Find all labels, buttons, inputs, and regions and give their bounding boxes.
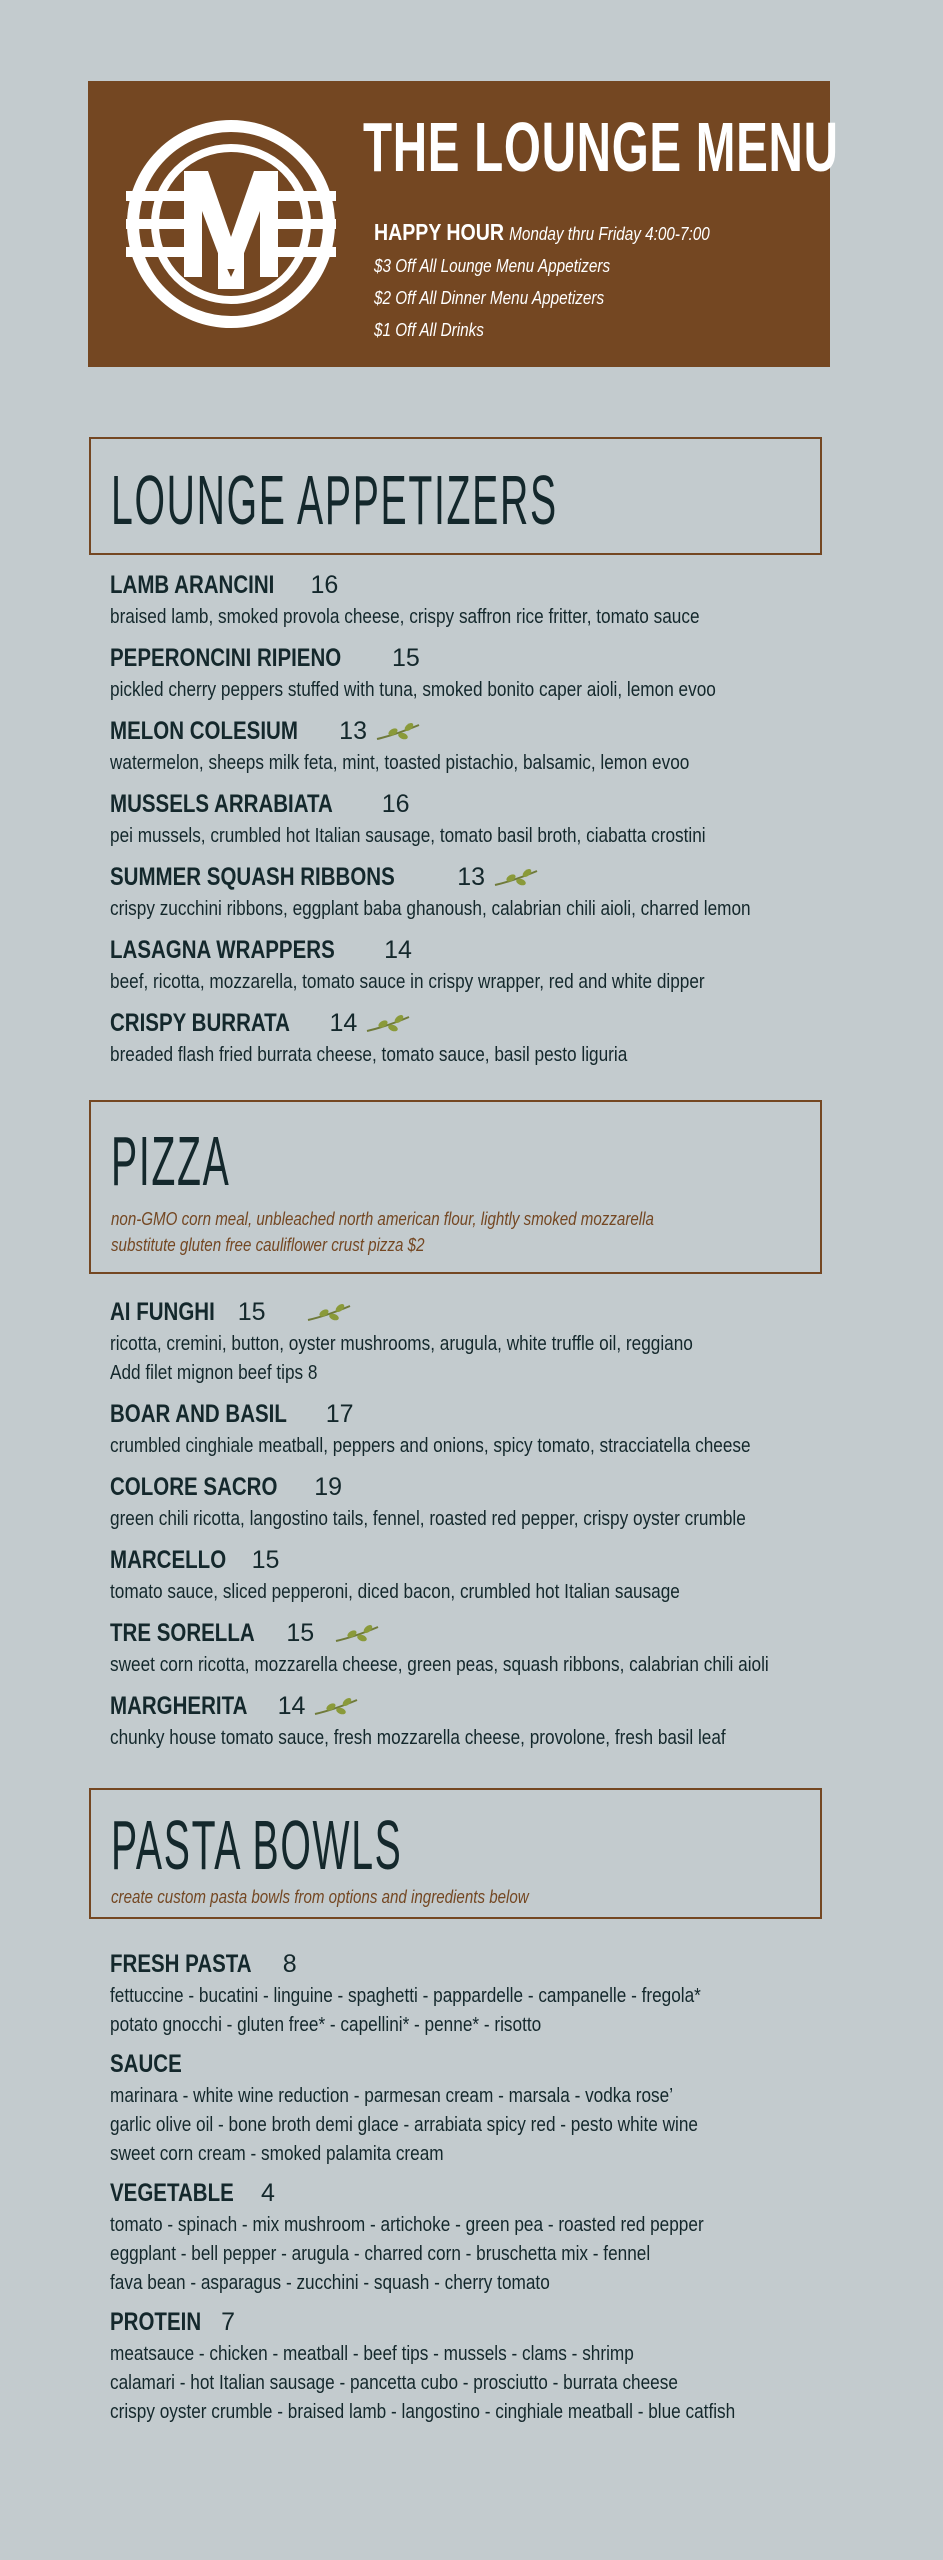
option-group-name: PROTEIN [110, 2308, 202, 2336]
section-subtitle: non-GMO corn meal, unbleached north american flour, lightly smoked mozzarella [111, 1209, 654, 1229]
option-line: garlic olive oil - bone broth demi glace - arrabiata spicy red - pesto white wine [110, 2114, 698, 2136]
item-name: AI FUNGHI [110, 1298, 215, 1326]
section-title: PIZZA [111, 1122, 231, 1200]
item-description: chunky house tomato sauce, fresh mozzarella cheese, provolone, fresh basil leaf [110, 1727, 726, 1749]
olive-branch-icon [493, 867, 539, 889]
happy-hour-block [374, 216, 769, 346]
option-group-price: 4 [260, 2179, 275, 2207]
item-price: 19 [314, 1473, 342, 1501]
olive-branch-icon [375, 721, 421, 743]
appetizers-section-header [89, 437, 822, 555]
option-group-price: 8 [282, 1950, 297, 1978]
item-description: beef, ricotta, mozzarella, tomato sauce in crispy wrapper, red and white dipper [110, 971, 705, 993]
pasta-option-group [110, 2175, 870, 2298]
happy-hour-deal: $2 Off All Dinner Menu Appetizers [374, 288, 605, 308]
menu-item [110, 859, 870, 924]
menu-item [110, 932, 870, 997]
item-name: MUSSELS ARRABIATA [110, 790, 333, 818]
pizza-list [110, 1294, 870, 1753]
item-name: LASAGNA WRAPPERS [110, 936, 335, 964]
menu-item [110, 1396, 870, 1461]
happy-hour-deal: $1 Off All Drinks [374, 320, 484, 340]
olive-branch-icon [306, 1302, 352, 1324]
section-subtitle: create custom pasta bowls from options and ingredients below [111, 1887, 529, 1907]
menu-item [110, 1688, 870, 1753]
item-description: ricotta, cremini, button, oyster mushrooms, arugula, white truffle oil, reggiano [110, 1333, 693, 1355]
menu-item [110, 567, 870, 632]
pasta-option-group [110, 2046, 870, 2169]
olive-branch-icon [334, 1623, 380, 1645]
option-line: potato gnocchi - gluten free* - capellini* - penne* - risotto [110, 2014, 542, 2036]
item-name: MARGHERITA [110, 1692, 248, 1720]
item-description: tomato sauce, sliced pepperoni, diced bacon, crumbled hot Italian sausage [110, 1581, 680, 1603]
happy-hour-label: HAPPY HOUR [374, 219, 504, 245]
item-price: 16 [381, 790, 410, 818]
item-name: CRISPY BURRATA [110, 1009, 290, 1037]
item-description: braised lamb, smoked provola cheese, crispy saffron rice fritter, tomato sauce [110, 606, 700, 628]
menu-item [110, 1469, 870, 1534]
item-description: pickled cherry peppers stuffed with tuna, smoked bonito caper aioli, lemon evoo [110, 679, 716, 701]
option-group-name: FRESH PASTA [110, 1950, 252, 1978]
menu-item [110, 1615, 870, 1680]
olive-branch-icon [365, 1013, 411, 1035]
item-price: 14 [329, 1009, 358, 1037]
option-line: sweet corn cream - smoked palamita cream [110, 2143, 444, 2165]
menu-item [110, 1005, 870, 1070]
item-price: 14 [384, 936, 412, 964]
option-line: tomato - spinach - mix mushroom - artichoke - green pea - roasted red pepper [110, 2214, 704, 2236]
item-description: green chili ricotta, langostino tails, fennel, roasted red pepper, crispy oyster crumble [110, 1508, 746, 1530]
item-name: MARCELLO [110, 1546, 227, 1574]
option-line: calamari - hot Italian sausage - pancetta cubo - prosciutto - burrata cheese [110, 2372, 678, 2394]
pasta-option-group [110, 2304, 870, 2427]
menu-header [88, 81, 839, 367]
option-group-name: SAUCE [110, 2050, 182, 2078]
option-line: marinara - white wine reduction - parmesan cream - marsala - vodka rose’ [110, 2085, 674, 2107]
menu-item [110, 640, 870, 705]
item-description: sweet corn ricotta, mozzarella cheese, green peas, squash ribbons, calabrian chili aioli [110, 1654, 769, 1676]
pizza-section-header [89, 1100, 822, 1274]
item-price: 15 [237, 1298, 266, 1326]
appetizers-list [110, 567, 870, 1070]
item-description: crumbled cinghiale meatball, peppers and onions, spicy tomato, stracciatella cheese [110, 1435, 751, 1457]
item-description: crispy zucchini ribbons, eggplant baba ghanoush, calabrian chili aioli, charred lemon [110, 898, 751, 920]
item-name: BOAR AND BASIL [110, 1400, 287, 1428]
happy-hour-time: Monday thru Friday 4:00-7:00 [509, 224, 710, 244]
item-price: 15 [251, 1546, 280, 1574]
section-title: LOUNGE APPETIZERS [111, 461, 558, 539]
happy-hour-deal: $3 Off All Lounge Menu Appetizers [374, 256, 611, 276]
item-addon: Add filet mignon beef tips 8 [110, 1362, 318, 1384]
option-group-price: 7 [221, 2308, 236, 2336]
option-line: eggplant - bell pepper - arugula - charred corn - bruschetta mix - fennel [110, 2243, 651, 2265]
option-group-name: VEGETABLE [110, 2179, 234, 2207]
section-title: PASTA BOWLS [111, 1806, 403, 1884]
section-subtitle: substitute gluten free cauliflower crust pizza $2 [111, 1235, 425, 1255]
item-name: TRE SORELLA [110, 1619, 255, 1647]
item-name: LAMB ARANCINI [110, 571, 275, 599]
item-price: 15 [392, 644, 420, 672]
menu-item [110, 713, 870, 778]
item-description: pei mussels, crumbled hot Italian sausage, tomato basil broth, ciabatta crostini [110, 825, 706, 847]
item-price: 13 [457, 863, 486, 891]
option-line: crispy oyster crumble - braised lamb - langostino - cinghiale meatball - blue catfish [110, 2401, 736, 2423]
menu-item [110, 1542, 870, 1607]
option-line: fava bean - asparagus - zucchini - squash - cherry tomato [110, 2272, 550, 2294]
option-line: fettuccine - bucatini - linguine - spaghetti - pappardelle - campanelle - fregola* [110, 1985, 701, 2007]
item-price: 17 [325, 1400, 354, 1428]
pasta-options-list [110, 1946, 870, 2427]
item-name: PEPERONCINI RIPIENO [110, 644, 342, 672]
item-price: 16 [310, 571, 339, 599]
item-name: MELON COLESIUM [110, 717, 298, 745]
item-name: SUMMER SQUASH RIBBONS [110, 863, 395, 891]
menu-title: THE LOUNGE MENU [363, 108, 839, 186]
menu-item [110, 1294, 870, 1388]
item-price: 13 [339, 717, 367, 745]
restaurant-logo [126, 119, 336, 329]
menu-item [110, 786, 870, 851]
olive-branch-icon [313, 1696, 359, 1718]
item-price: 15 [286, 1619, 315, 1647]
pasta-option-group [110, 1946, 870, 2040]
item-description: watermelon, sheeps milk feta, mint, toasted pistachio, balsamic, lemon evoo [110, 752, 690, 774]
item-description: breaded flash fried burrata cheese, tomato sauce, basil pesto liguria [110, 1044, 628, 1066]
pasta-section-header [89, 1788, 822, 1919]
item-name: COLORE SACRO [110, 1473, 278, 1501]
item-price: 14 [277, 1692, 306, 1720]
option-line: meatsauce - chicken - meatball - beef tips - mussels - clams - shrimp [110, 2343, 634, 2365]
